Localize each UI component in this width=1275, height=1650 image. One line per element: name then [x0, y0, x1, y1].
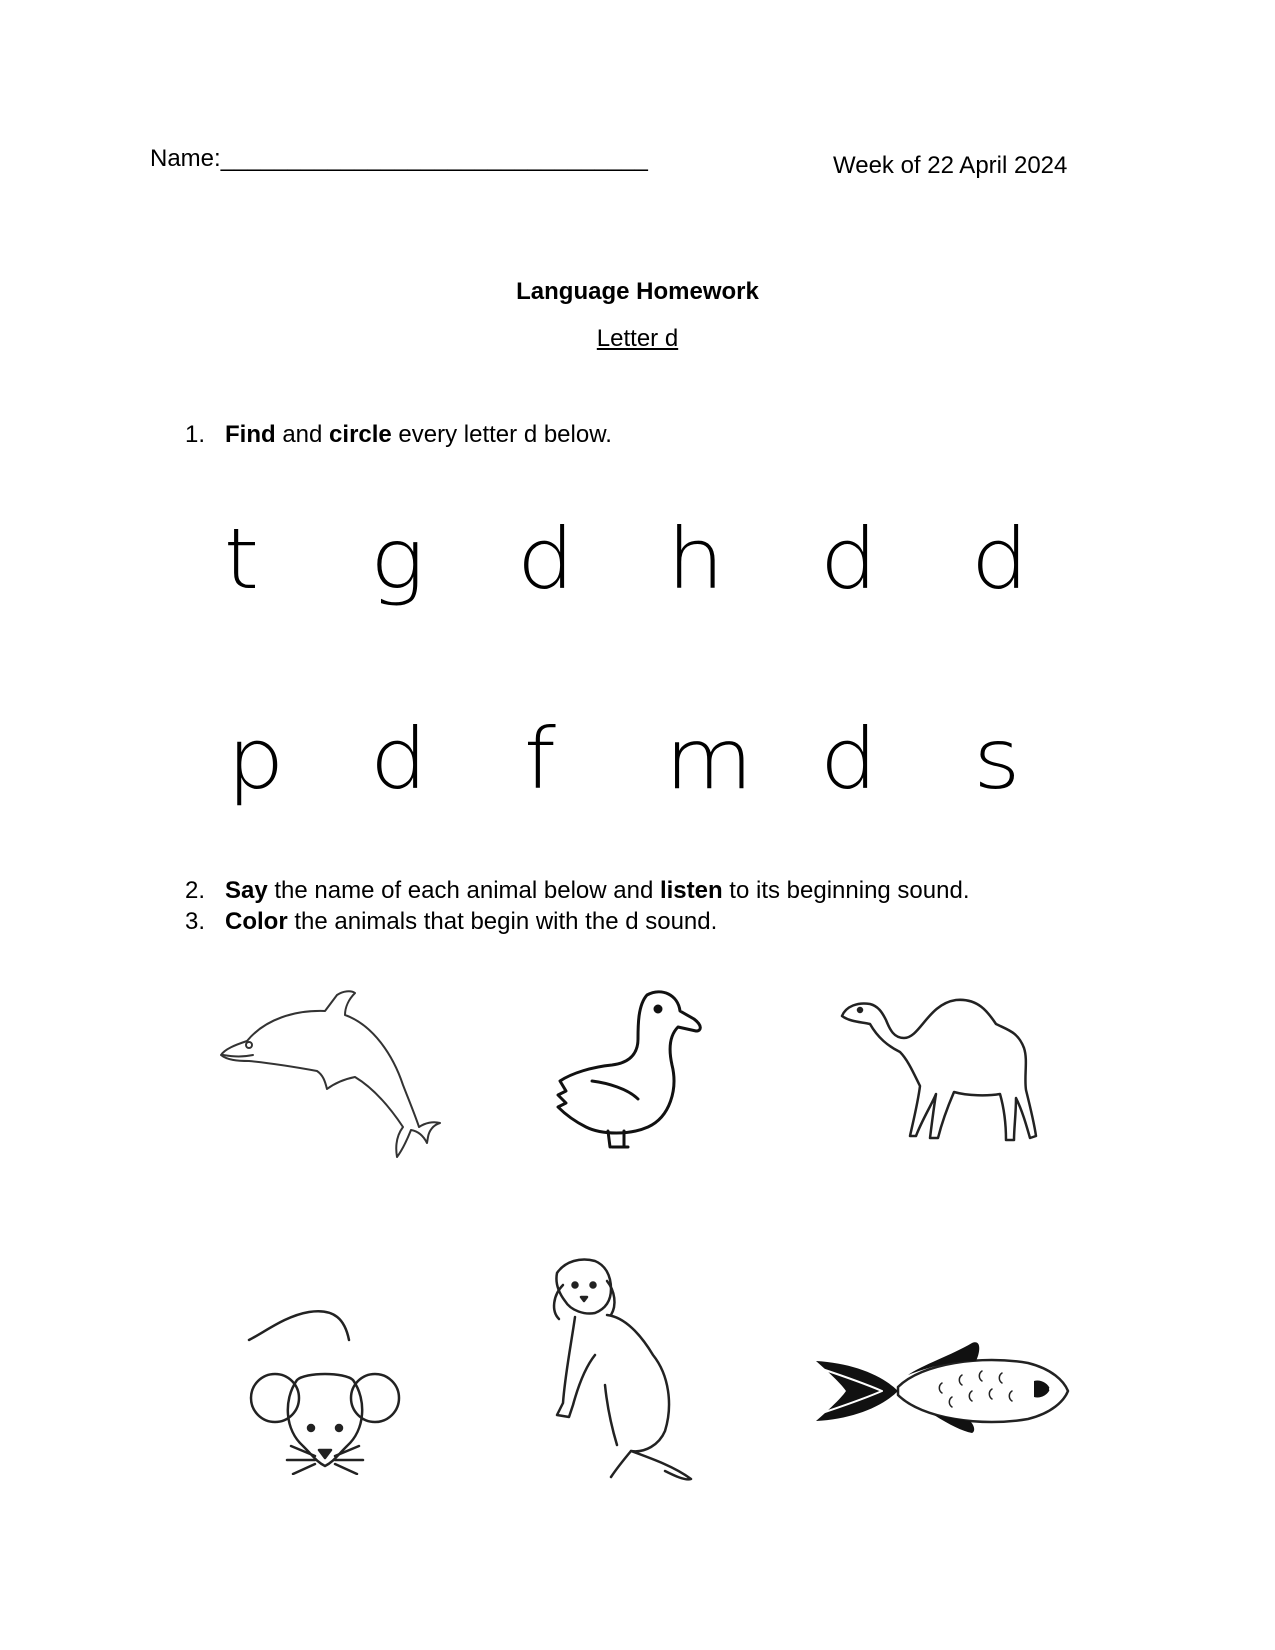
dolphin-icon[interactable] [215, 985, 445, 1160]
instruction-3 [185, 908, 717, 936]
letter-item[interactable]: m [664, 710, 754, 808]
instruction-text: and [275, 421, 330, 448]
letter-item[interactable]: d [819, 510, 878, 608]
page-subtitle: Letter d [596, 325, 679, 352]
letter-item[interactable]: t [223, 510, 260, 608]
instruction-bold: Color [225, 908, 288, 935]
letter-item[interactable]: d [516, 510, 575, 608]
instruction-text: the animals that begin with the d sound. [287, 908, 718, 935]
instruction-text: every letter d below. [391, 421, 612, 448]
week-date: Week of 22 April 2024 [833, 152, 1068, 179]
instruction-number: 2. [185, 877, 206, 904]
instruction-bold: listen [659, 877, 723, 904]
letter-item[interactable]: d [970, 510, 1029, 608]
dog-icon[interactable] [545, 1255, 715, 1485]
instruction-1 [185, 421, 612, 449]
instruction-2 [185, 877, 969, 905]
letter-item[interactable]: d [819, 710, 878, 808]
mouse-icon[interactable] [245, 1300, 415, 1475]
fish-icon[interactable] [812, 1335, 1072, 1445]
letter-item[interactable]: s [973, 710, 1021, 808]
instruction-bold: Say [225, 877, 268, 904]
letter-item[interactable]: g [369, 510, 425, 608]
page-title: Language Homework [516, 278, 759, 305]
camel-icon[interactable] [838, 990, 1058, 1150]
instruction-number: 1. [185, 421, 206, 448]
instruction-text: the name of each animal below and [267, 877, 660, 904]
letter-item[interactable]: d [369, 710, 428, 808]
instruction-bold: circle [329, 421, 392, 448]
duck-icon[interactable] [552, 985, 722, 1150]
instruction-text: to its beginning sound. [722, 877, 970, 904]
letter-item[interactable]: h [666, 510, 725, 608]
instruction-number: 3. [185, 908, 206, 935]
name-field-label: Name:________________________________ [150, 145, 648, 172]
letter-item[interactable]: p [226, 710, 285, 808]
letter-item[interactable]: f [523, 710, 556, 808]
instruction-bold: Find [225, 421, 276, 448]
